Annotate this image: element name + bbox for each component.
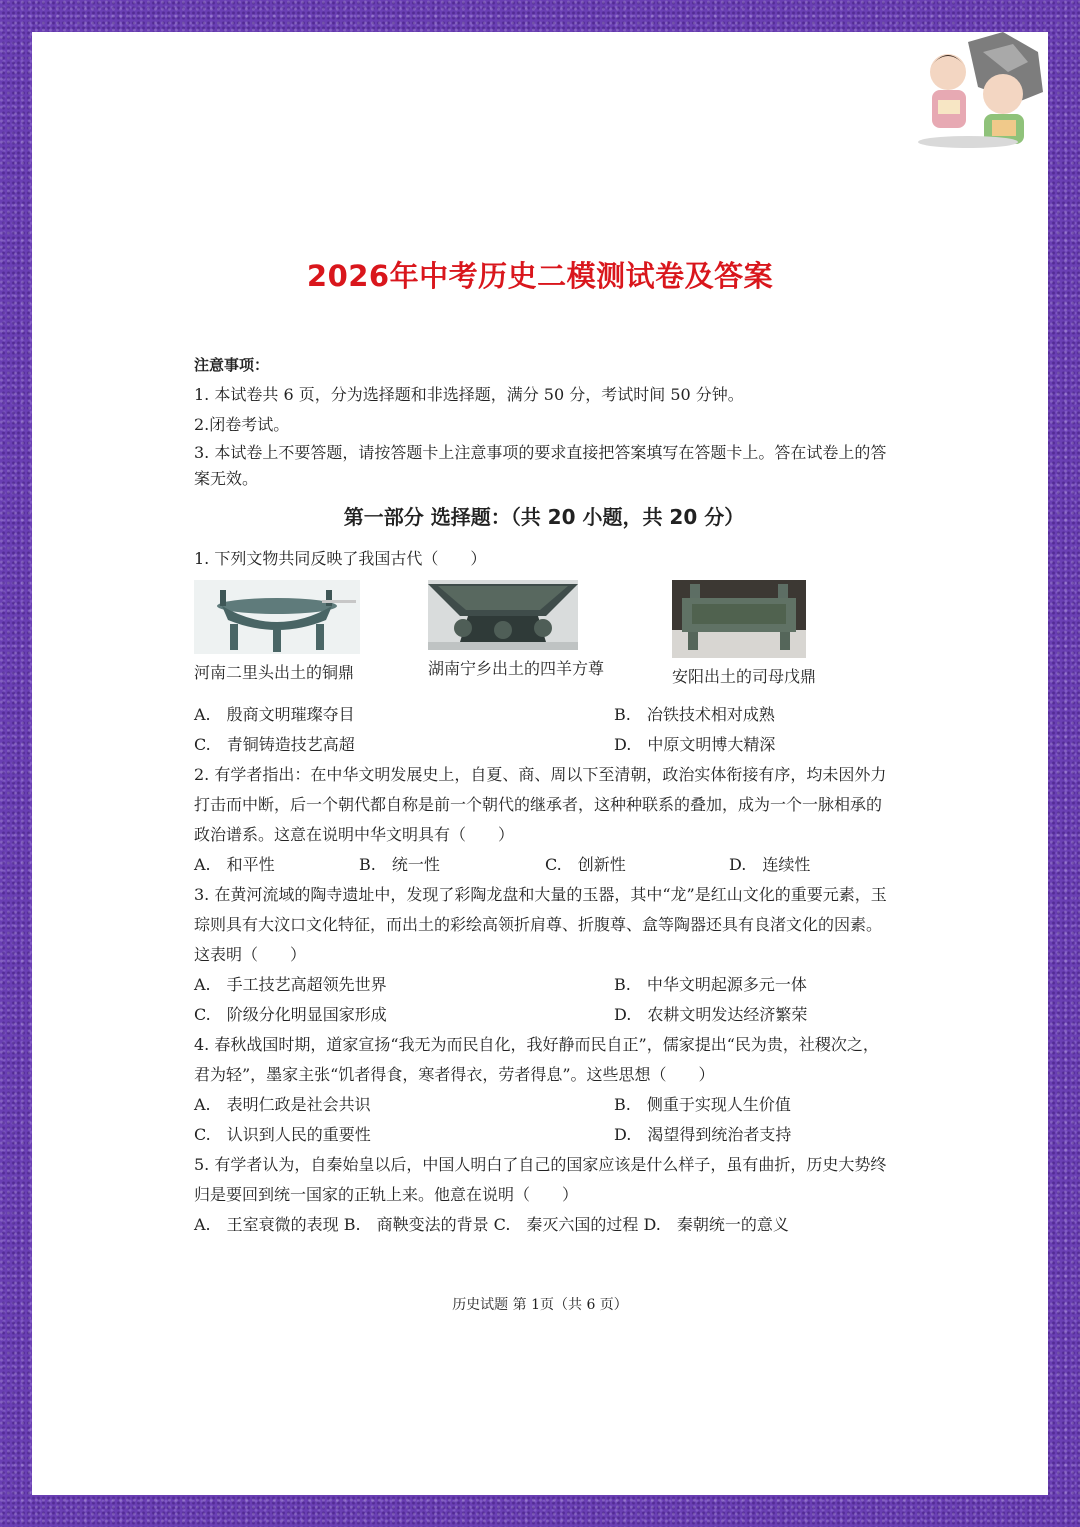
simuwu-ding-image: [672, 580, 806, 658]
option-d: D. 渴望得到统治者支持: [614, 1125, 792, 1144]
option-d: D. 农耕文明发达经济繁荣: [614, 1005, 808, 1024]
options-grid: [194, 970, 894, 1030]
figure-caption: 河南二里头出土的铜鼎: [194, 663, 355, 682]
reading-children-illustration: [908, 32, 1048, 152]
notice-heading: 注意事项：: [194, 356, 270, 374]
question-stem: 5. 有学者认为，自秦始皇以后，中国人明白了自己的国家应该是什么样子，虽有曲折，历史大势终归是要回到统一国家的正轨上来。他意在说明（ ）: [194, 1155, 887, 1204]
option-b: B. 侧重于实现人生价值: [614, 1095, 791, 1114]
page-footer: 历史试题 第 1页（共 6 页）: [452, 1297, 628, 1313]
option-b: B. 中华文明起源多元一体: [614, 975, 807, 994]
notice-item: 3. 本试卷上不要答题，请按答题卡上注意事项的要求直接把答案填写在答题卡上。答在试卷上的答案无效。: [194, 443, 887, 488]
notice-item: 1. 本试卷共 6 页，分为选择题和非选择题，满分 50 分，考试时间 50 分钟。: [194, 385, 744, 404]
question-stem: 3. 在黄河流域的陶寺遗址中，发现了彩陶龙盘和大量的玉器，其中“龙”是红山文化的重要元素，玉琮则具有大汶口文化特征，而出土的彩绘高领折肩尊、折腹尊、盒等陶器还具有良渚文化的因素。这表明（ ）: [194, 885, 887, 964]
options-grid: [194, 700, 894, 760]
figure-caption: 湖南宁乡出土的四羊方尊: [428, 659, 605, 678]
option-a: A. 手工技艺高超领先世界: [194, 975, 387, 994]
option-c: C. 阶级分化明显国家形成: [194, 1005, 387, 1024]
exam-page: [32, 32, 1048, 1495]
options-inline: A. 王室衰微的表现 B. 商鞅变法的背景 C. 秦灭六国的过程 D. 秦朝统一的意义: [194, 1215, 789, 1234]
option-a: A. 表明仁政是社会共识: [194, 1095, 371, 1114]
option-c: C. 认识到人民的重要性: [194, 1125, 371, 1144]
exam-title: 2026年中考历史二模测试卷及答案: [306, 259, 774, 293]
artifact-figures: [194, 580, 894, 692]
four-ram-zun-image: [428, 580, 578, 650]
option-d: D. 连续性: [729, 855, 811, 874]
options-grid: [194, 1090, 894, 1150]
question-stem: 1. 下列文物共同反映了我国古代（ ）: [194, 549, 487, 568]
option-c: C. 青铜铸造技艺高超: [194, 735, 355, 754]
notice-item: 2.闭卷考试。: [194, 415, 290, 434]
options-row: [194, 850, 894, 880]
question-stem: 4. 春秋战国时期，道家宣扬“我无为而民自化，我好静而民自正”，儒家提出“民为贵，社稷次之，君为轻”，墨家主张“饥者得食，寒者得衣，劳者得息”。这些思想（ ）: [194, 1035, 879, 1084]
option-a: A. 和平性: [194, 855, 275, 874]
exam-content: [194, 350, 894, 1240]
figure-simuwu-ding: [672, 580, 816, 692]
part1-heading: 第一部分 选择题：（共 20 小题，共 20 分）: [343, 505, 745, 529]
option-d: D. 中原文明博大精深: [614, 735, 776, 754]
question-stem: 2. 有学者指出：在中华文明发展史上，自夏、商、周以下至清朝，政治实体衔接有序，均未因外力打击而中断，后一个朝代都自称是前一个朝代的继承者，这种种联系的叠加，成为一个一脉相承的政治谱系。这意在说明中华文明具有（ ）: [194, 765, 887, 844]
figure-caption: 安阳出土的司母戊鼎: [672, 667, 817, 686]
figure-sheep-zun: [428, 580, 604, 692]
option-b: B. 冶铁技术相对成熟: [614, 705, 775, 724]
bronze-ding-image: [194, 580, 360, 654]
option-b: B. 统一性: [359, 855, 440, 874]
figure-erlitou-ding: [194, 580, 360, 692]
option-c: C. 创新性: [545, 855, 626, 874]
option-a: A. 殷商文明璀璨夺目: [194, 705, 355, 724]
